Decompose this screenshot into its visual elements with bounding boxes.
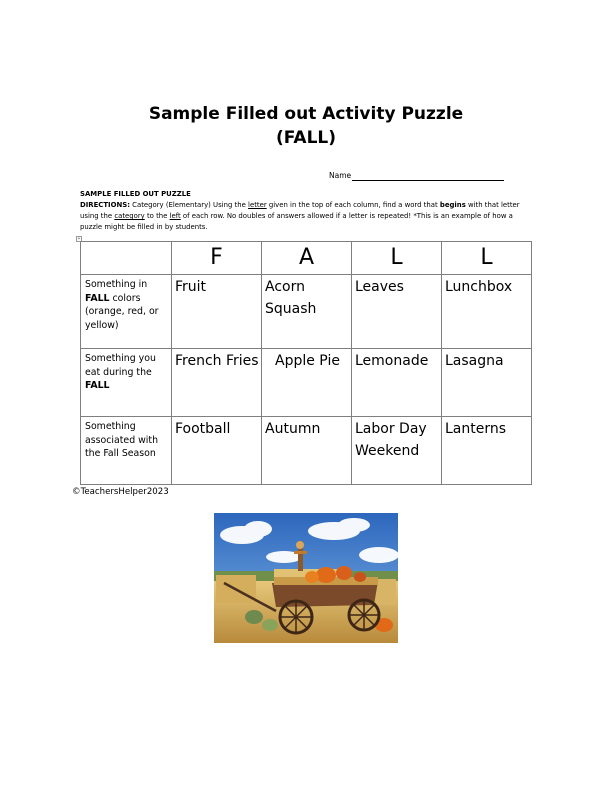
- answer-cell[interactable]: Lemonade: [352, 349, 442, 417]
- directions-letter: letter: [248, 201, 267, 209]
- answer-cell[interactable]: Leaves: [352, 275, 442, 349]
- answer-cell[interactable]: Autumn: [262, 417, 352, 485]
- directions-begins: begins: [439, 201, 466, 209]
- category-cell: [81, 417, 172, 485]
- answer-cell[interactable]: Acorn Squash: [262, 275, 352, 349]
- answer-cell[interactable]: Lasagna: [442, 349, 532, 417]
- name-label: Name: [329, 171, 352, 180]
- header-empty-cell: [81, 242, 172, 275]
- category-bold: FALL: [85, 380, 110, 391]
- page-title: Sample Filled out Activity Puzzle: [148, 104, 464, 124]
- table-header-row: [81, 242, 532, 275]
- answer-cell[interactable]: Apple Pie: [262, 349, 352, 417]
- directions-part: given in the top of each column, find a word that: [266, 201, 440, 209]
- directions-text: [80, 200, 532, 233]
- directions-part: to the: [144, 212, 170, 220]
- category-text: colors (orange, red, or yellow): [85, 292, 159, 331]
- directions-category: category: [114, 212, 145, 220]
- category-text: Something associated with the Fall Season: [85, 421, 159, 459]
- fall-harvest-photo: [214, 513, 398, 643]
- directions-left: left: [169, 212, 181, 220]
- answer-cell[interactable]: Labor Day Weekend: [352, 417, 442, 485]
- category-bold: FALL: [85, 292, 110, 304]
- answer-cell[interactable]: Football: [172, 417, 262, 485]
- page-subtitle: (FALL): [275, 128, 337, 148]
- directions-part: with that letter using the: [80, 201, 520, 220]
- name-field: [329, 171, 504, 181]
- column-letter: F: [172, 242, 262, 275]
- column-letter: L: [352, 242, 442, 275]
- category-text: Something you eat during the: [85, 353, 156, 378]
- column-letter: A: [262, 242, 352, 275]
- answer-cell[interactable]: Lunchbox: [442, 275, 532, 349]
- table-row: [81, 349, 532, 417]
- harvest-wagon-illustration: [214, 513, 398, 643]
- category-text: Something in: [85, 279, 148, 290]
- table-move-handle[interactable]: +: [77, 236, 81, 242]
- column-letter: L: [442, 242, 532, 275]
- category-cell: [81, 349, 172, 417]
- table-row: [81, 417, 532, 485]
- name-underline: [352, 173, 504, 181]
- answer-cell[interactable]: Fruit: [172, 275, 262, 349]
- directions-part: Category (Elementary) Using the: [129, 201, 249, 209]
- directions-part: of each row. No doubles of answers allowed if a letter is repeated! *This is an example of how a puzzle might be filled in by students.: [80, 212, 513, 231]
- puzzle-table: [80, 241, 532, 485]
- copyright-notice: ©TeachersHelper2023: [72, 487, 169, 497]
- category-cell: [81, 275, 172, 349]
- answer-cell[interactable]: French Fries: [172, 349, 262, 417]
- directions-heading: SAMPLE FILLED OUT PUZZLE: [80, 190, 191, 198]
- table-row: [81, 275, 532, 349]
- answer-cell[interactable]: Lanterns: [442, 417, 532, 485]
- directions-label: DIRECTIONS:: [80, 201, 130, 209]
